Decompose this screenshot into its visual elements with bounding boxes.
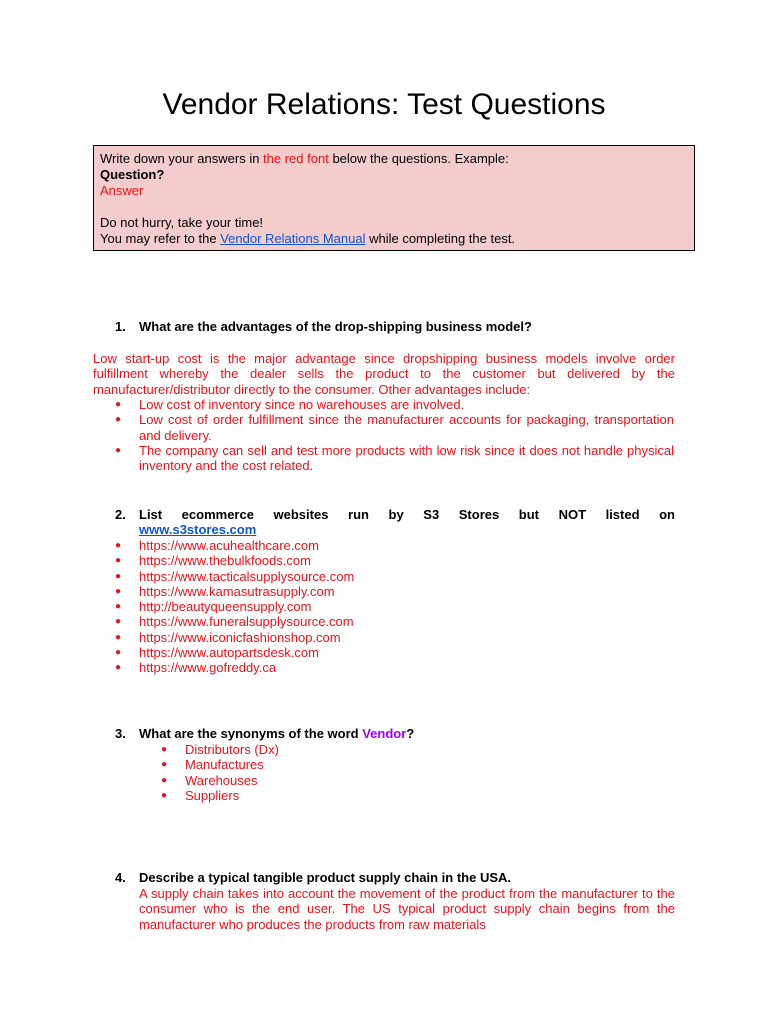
list-item: ● https://www.gofreddy.ca	[115, 660, 277, 676]
bullet-icon: ●	[115, 399, 122, 410]
list-item: ● Low cost of inventory since no warehouses are involved.	[115, 397, 465, 412]
question-1	[115, 319, 679, 335]
instructions-line-1: Write down your answers in the red font below the questions. Example:	[100, 151, 509, 166]
instructions-line-5: You may refer to the Vendor Relations Manual while completing the test.	[100, 231, 516, 246]
list-item: ● Low cost of order fulfillment since the manufacturer accounts for packaging, transportation and delivery.	[115, 412, 674, 443]
list-item: ● https://www.acuhealthcare.com	[115, 538, 319, 553]
list-item: ● The company can sell and test more products with low risk since it does not handle physical inventory and the cost related.	[115, 442, 674, 474]
list-item: ● https://www.kamasutrasupply.com	[115, 583, 335, 599]
bullet-icon: ●	[115, 555, 122, 567]
vendor-word: Vendor	[362, 726, 407, 741]
bullet-icon: ●	[115, 616, 122, 628]
list-item: ● Manufactures	[161, 757, 264, 773]
bullet-icon: ●	[161, 774, 168, 786]
bullet-icon: ●	[161, 744, 168, 755]
list-item: ● https://www.funeralsupplysource.com	[115, 614, 354, 630]
bullet-icon: ●	[115, 647, 122, 659]
bullet-icon: ●	[115, 414, 122, 426]
bullet-icon: ●	[115, 662, 122, 674]
question-text: List ecommerce websites run by S3 Stores but NOT listed on	[139, 507, 675, 522]
answer-4: A supply chain takes into account the movement of the product from the manufacturer to the consumer who is the end user. The US typical product supply chain begins from the manufacturer who produces the products from raw materials	[139, 886, 675, 932]
list-item: ● https://www.tacticalsupplysource.com	[115, 568, 355, 584]
example-answer: Answer	[100, 183, 144, 198]
red-font-text: the red font	[263, 151, 329, 166]
page-title: Vendor Relations: Test Questions	[162, 88, 606, 121]
bullet-icon: ●	[115, 585, 122, 597]
list-item: ● Distributors (Dx)	[161, 742, 279, 757]
answer-1: Low start-up cost is the major advantage since dropshipping business models involve order fulfillment whereby the dealer sells the product to the customer but delivered by the manufacturer/distributor directly to the consumer. Other advantages include:	[93, 351, 675, 397]
example-question: Question?	[100, 167, 165, 182]
list-item: ● Suppliers	[161, 787, 240, 803]
question-2-link-line	[139, 522, 256, 538]
bullet-icon: ●	[115, 540, 122, 551]
manual-link[interactable]: Vendor Relations Manual	[220, 231, 366, 246]
question-text: What are the advantages of the drop-shipping business model?	[139, 319, 532, 334]
bullet-icon: ●	[115, 570, 122, 582]
question-3: 3. What are the synonyms of the word Vendor?	[115, 726, 415, 741]
question-4	[115, 870, 679, 886]
bullet-icon: ●	[115, 601, 122, 613]
question-text: Describe a typical tangible product supply chain in the USA.	[139, 870, 512, 885]
bullet-icon: ●	[115, 631, 122, 643]
list-item: ● https://www.thebulkfoods.com	[115, 553, 311, 569]
bullet-icon: ●	[161, 759, 168, 771]
instructions-box	[93, 145, 695, 251]
instructions-line-4: Do not hurry, take your time!	[100, 215, 264, 230]
answer-1-list	[115, 397, 674, 474]
question-number: 1.	[115, 319, 126, 334]
question-number: 3.	[115, 726, 126, 741]
list-item: ● https://www.iconicfashionshop.com	[115, 629, 341, 645]
question-2	[115, 507, 675, 523]
bullet-icon: ●	[115, 444, 122, 456]
synonyms-list	[161, 742, 485, 803]
list-item: ● http://beautyqueensupply.com	[115, 599, 312, 615]
question-number: 2.	[115, 507, 126, 522]
question-number: 4.	[115, 870, 126, 885]
list-item: ● Warehouses	[161, 772, 258, 788]
list-item: ● https://www.autopartsdesk.com	[115, 645, 319, 661]
bullet-icon: ●	[161, 789, 168, 801]
s3stores-link[interactable]: www.s3stores.com	[139, 522, 257, 537]
websites-list	[115, 538, 539, 676]
